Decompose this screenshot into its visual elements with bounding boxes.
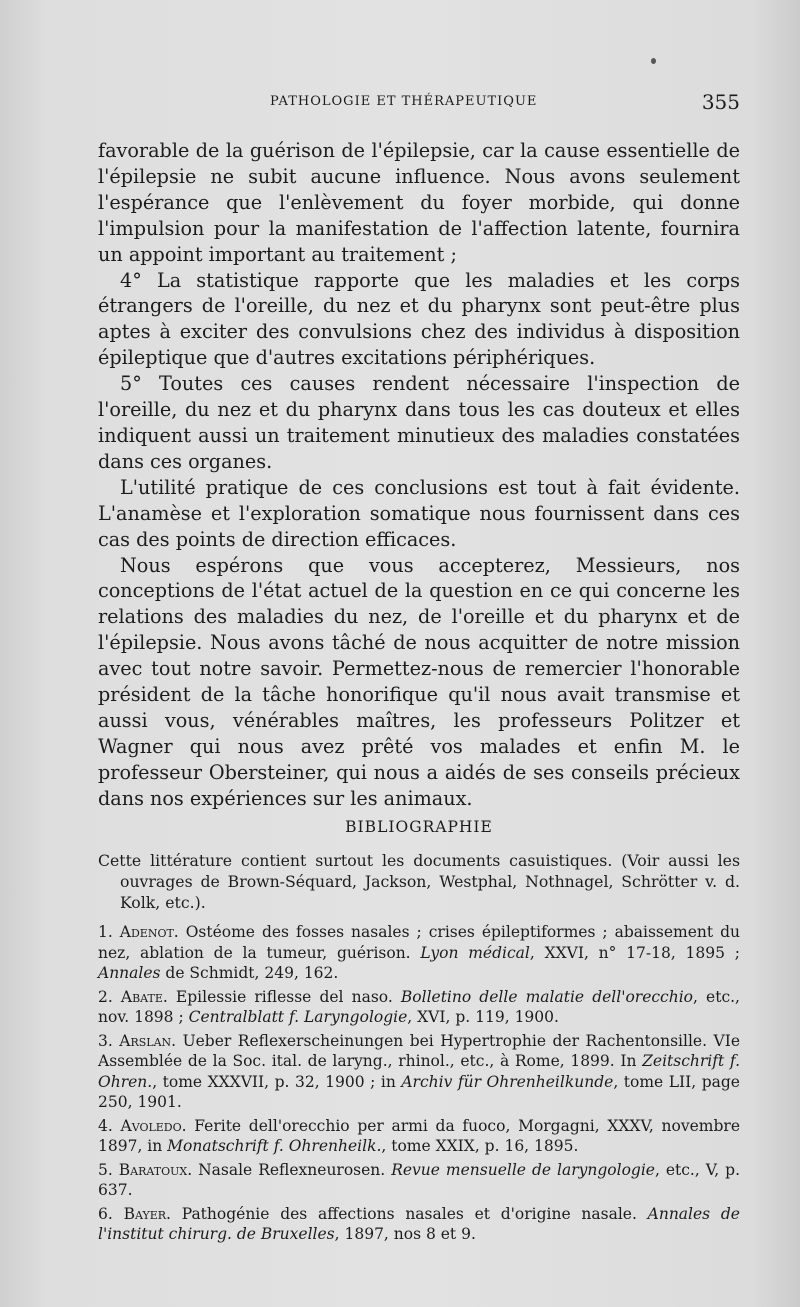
reference-item: [98, 987, 740, 1028]
reference-text: , tome LII, page 250, 1901.: [98, 1072, 740, 1111]
reference-number: 2.: [98, 987, 113, 1006]
bibliography-intro: [98, 850, 740, 913]
reference-text: , tome XXXVII, p. 32, 1900 ; in: [152, 1072, 402, 1091]
reference-text: Ferite dell'orecchio per armi da fuoco, Morgagni, XXXV, novembre 1897, in: [98, 1116, 740, 1155]
reference-text: , tome XXIX, p. 16, 1895.: [381, 1137, 579, 1155]
reference-text: Pathogénie des affections nasales et d'origine nasale.: [170, 1204, 648, 1223]
reference-item: [98, 1160, 740, 1201]
reference-author: Baratoux.: [118, 1160, 193, 1179]
reference-text: , etc., V, p. 637.: [98, 1160, 740, 1199]
reference-text: Epilessie riflesse del naso.: [167, 987, 401, 1006]
reference-author: Bayer.: [123, 1204, 171, 1223]
reference-item: [98, 1116, 740, 1157]
reference-journal: Revue mensuelle de laryngologie: [391, 1160, 655, 1179]
reference-text: de Schmidt, 249, 162.: [160, 964, 339, 982]
page-header: [98, 92, 740, 118]
reference-journal: Monatschrift f. Ohrenheilk.: [167, 1137, 382, 1155]
reference-text: Ostéome des fosses nasales ; crises épileptiformes ; abaissement du nez, ablation de la tumeur, guérison.: [98, 923, 740, 962]
reference-text: Ueber Reflexerscheinungen bei Hypertrophie der Rachentonsille. VIe Assemblée de la Soc. ital. de laryng., rhinol., etc., à Rome, 1899. In: [98, 1031, 740, 1070]
reference-text: , etc., nov. 1898 ;: [98, 987, 740, 1026]
reference-number: 3.: [98, 1031, 113, 1050]
reference-number: 4.: [98, 1116, 113, 1135]
reference-item: [98, 1204, 740, 1245]
paragraph: Nous espérons que vous accepterez, Messieurs, nos conceptions de l'état actuel de la question en ce qui concerne les relations des maladies du nez, de l'oreille et du pharynx et de l'épilepsie. Nous avons tâché de nous acquitter de notre mission avec tout notre savoir. Permettez-nous de remercier l'honorable président de la tâche honorifique qu'il nous avait transmise et aussi vous, vénérables maîtres, les professeurs Politzer et Wagner qui nous avez prêté vos malades et enfin M. le professeur Obersteiner, qui nous a aidés de ses conseils précieux dans nos expériences sur les animaux.: [98, 553, 740, 810]
reference-item: [98, 922, 740, 984]
ink-speck: [651, 58, 656, 64]
paragraph: 5° Toutes ces causes rendent nécessaire l'inspection de l'oreille, du nez et du pharynx dans tous les cas douteux et elles indiquent aussi un traitement minutieux des maladies constatées dans ces organes.: [98, 372, 740, 473]
bibliography-intro-text: Cette littérature contient surtout les documents casuistiques. (Voir aussi les ouvrages de Brown-Séquard, Jackson, Westphal, Nothnagel, Schrötter v. d. Kolk, etc.).: [98, 851, 740, 912]
reference-journal: Lyon médical: [420, 943, 530, 962]
paragraph: L'utilité pratique de ces conclusions est tout à fait évidente. L'anamèse et l'exploration somatique nous fournissent dans ces cas des points de direction efficaces.: [98, 475, 740, 551]
running-title: PATHOLOGIE ET THÉRAPEUTIQUE: [270, 94, 538, 109]
reference-journal: Annales de l'institut chirurg. de Bruxelles: [98, 1204, 740, 1243]
reference-text: , XXVI, n° 17-18, 1895 ;: [529, 943, 740, 962]
main-text: [98, 138, 740, 812]
reference-author: Abate.: [120, 987, 168, 1006]
paragraph: favorable de la guérison de l'épilepsie, car la cause essentielle de l'épilepsie ne subit aucune influence. Nous avons seulement l'espérance que l'enlèvement du foyer morbide, qui donne l'impulsion pour la manifestation de l'affection latente, fournira un appoint important au traitement ;: [98, 139, 740, 266]
reference-text: , 1897, nos 8 et 9.: [334, 1225, 476, 1243]
reference-item: [98, 1031, 740, 1113]
paragraph: 4° La statistique rapporte que les maladies et les corps étrangers de l'oreille, du nez et du pharynx sont peut-être plus aptes à exciter des convulsions chez des individus à disposition épileptique que d'autres excitations périphériques.: [98, 268, 740, 370]
bibliography-heading: BIBLIOGRAPHIE: [345, 818, 493, 836]
reference-number: 6.: [98, 1204, 113, 1223]
reference-text: Nasale Reflexneurosen.: [192, 1160, 392, 1179]
reference-list: [98, 922, 740, 1248]
reference-journal: Zeitschrift f. Ohren.: [98, 1052, 740, 1091]
page-number: 355: [701, 90, 740, 114]
reference-journal: Centralblatt f. Laryngologie: [188, 1008, 408, 1026]
reference-journal: Annales: [98, 964, 161, 982]
reference-text: , XVI, p. 119, 1900.: [407, 1008, 559, 1026]
reference-number: 5.: [98, 1160, 113, 1179]
reference-author: Adenot.: [119, 923, 179, 941]
reference-number: 1.: [98, 923, 113, 941]
reference-author: Arslan.: [119, 1031, 177, 1050]
reference-author: Avoledo.: [120, 1116, 187, 1135]
reference-journal: Bolletino delle malatie dell'orecchio: [400, 987, 694, 1006]
reference-journal: Archiv für Ohrenheilkunde: [401, 1072, 614, 1091]
